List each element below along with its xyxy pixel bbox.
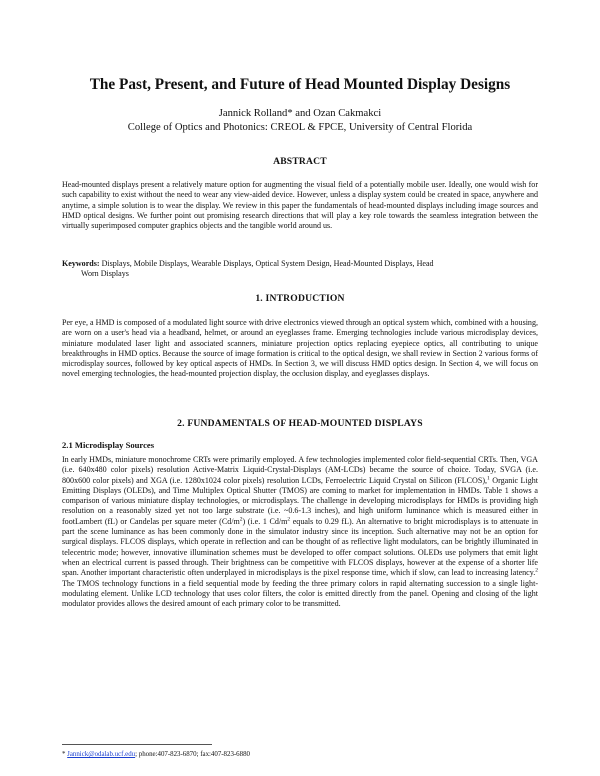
footnote-ref-1: 1 xyxy=(487,474,490,481)
superscript-2b: 2 xyxy=(287,516,291,523)
body-text-d: equals to 0.29 fL). An alternative to bright microdisplays is to attenuate in part the scene luminance as has been commonly done in the simulator industry since its inception. Such alternative may not be an option for surgical displays. FLCOS displays, which operate in reflection and can be thought of as reflective light modulators, can be brightly illuminated in telecentric mode; however, innovative illumination schemes must be developed to offer compact solutions. OLEDs use polymers that emit light when an electrical current is passed through. Their brightness can be competitive with FLCOS displays, however at the expense of a shorter life span. Another important characteristic often underplayed in microdisplays is the pixel response time, which if slow, can lead to increasing latency. xyxy=(62,516,538,578)
section-1-body: Per eye, a HMD is composed of a modulated light source with drive electronics viewed through an optical system which, combined with a housing, are worn on a user's head via a headband, helmet, or around an eyeglasses frame. Emerging technologies include various microdisplay devices, miniature modulated laser light and associated scanners, miniature projection optics replacing eyepiece optics, all contributing to unique breakthroughs in HMD optics. Because the source of image formation is critical to the optical design, we shall review in Section 2 various forms of microdisplay sources, followed by key optical aspects of HMDs. In Section 3, we will discuss HMD optics design. In Section 4, we will focus on novel emerging technologies, the head-mounted projection display, the occlusion display, and eyeglasses displays. xyxy=(62,318,538,379)
section-1-heading: 1. INTRODUCTION xyxy=(255,293,345,304)
section-2-heading: 2. FUNDAMENTALS OF HEAD-MOUNTED DISPLAYS xyxy=(177,418,423,429)
body-text-b: Organic Light Emitting Displays (OLEDs), and Time Multiplex Optical Shutter (TMOS) are coming to market for implementation in HMDs. Table 1 shows a comparison of various miniature display technologies, or microdisplays. The challenge in developing microdisplays for HMDs is providing high resolution on a reasonably sized yet not too large substrate (i.e. ~0.6-1.3 inches), and high uniform luminance which is measured either in footLambert (fL) or Candelas per square meter (Cd/m xyxy=(62,475,538,526)
body-text-c: ) (i.e. 1 Cd/m xyxy=(242,516,288,526)
author-affiliation: College of Optics and Photonics: CREOL & FPCE, University of Central Florida xyxy=(127,122,473,133)
abstract-body: Head-mounted displays present a relatively mature option for augmenting the visual field of a potentially mobile user. Ideally, one would wish for such capability to exist without the need to wear any view-aided device. However, unless a display system could be created in space, anywhere and anytime, a simple solution is to wear the display. We review in this paper the fundamentals of head-mounted displays including image sources and HMD optical designs. We further point out promising research directions that will play a key role towards the seamless integration between the virtually superimposed computer graphics objects and the tangible world around us. xyxy=(62,180,538,231)
section-2-1-body xyxy=(62,455,538,609)
author-list: Jannick Rolland* and Ozan Cakmakci xyxy=(218,108,382,119)
footnote-ref-2: 2 xyxy=(535,567,538,574)
footnote-marker: * xyxy=(62,751,68,758)
keywords-label: Keywords: xyxy=(62,259,100,268)
footnote xyxy=(62,750,250,759)
keywords-text-line1: Displays, Mobile Displays, Wearable Displays, Optical System Design, Head-Mounted Displays, Head xyxy=(101,259,434,268)
paper-title: The Past, Present, and Future of Head Mounted Display Designs xyxy=(89,76,511,93)
keywords-text-line2: Worn Displays xyxy=(81,269,129,279)
subsection-2-1-heading: 2.1 Microdisplay Sources xyxy=(62,440,155,450)
footnote-contact: ; phone:407-823-6870; fax:407-823-6880 xyxy=(135,751,250,758)
keywords xyxy=(62,259,538,280)
body-text-a: In early HMDs, miniature monochrome CRTs were primarily employed. A few technologies implemented color field-sequential CRTs. Then, VGA (i.e. 640x480 color pixels) resolution Active-Matrix Liquid-Crystal-Displays (AM-LCDs) became the source of choice. Today, SVGA (i.e. 800x600 color pixels) and XGA (i.e. 1280x1024 color pixels) resolution LCDs, Ferroelectric Liquid Crystal on Silicon (FLCOS), xyxy=(62,455,538,485)
footnote-divider xyxy=(62,744,212,745)
abstract-heading: ABSTRACT xyxy=(273,156,327,167)
superscript-2a: 2 xyxy=(239,516,243,523)
body-text-e: The TMOS technology functions in a field sequential mode by feeding the three primary colors in rapid alternating succession to a single light-modulating element. Unlike LCD technology that uses color filters, the color is emitted directly from the panel. Opening and closing of the light modulator provides allows the desired amount of each primary color to be transmitted. xyxy=(62,578,538,609)
author-email-link[interactable]: Jannick@odalab.ucf.edu xyxy=(67,751,136,758)
